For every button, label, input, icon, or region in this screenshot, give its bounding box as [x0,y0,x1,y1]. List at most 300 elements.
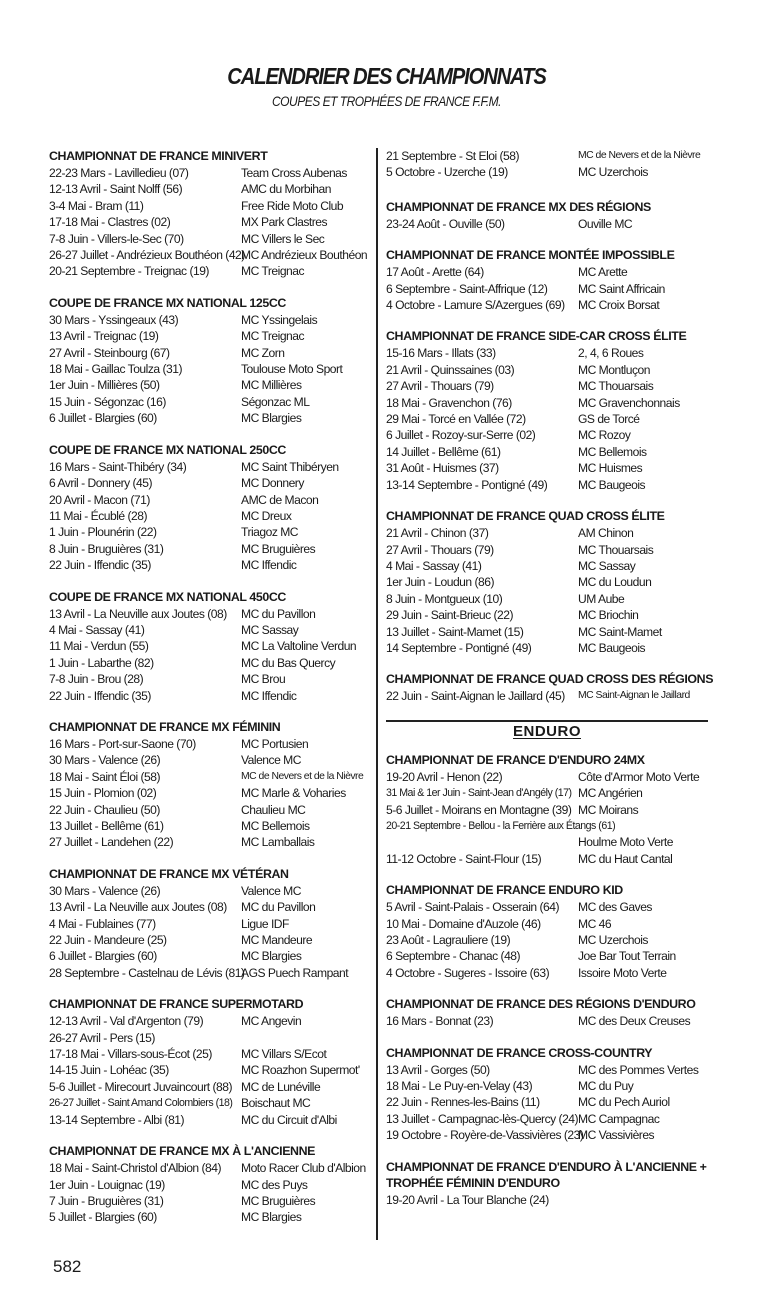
event-row [49,948,373,964]
event-date-location: 26-27 Juillet - Andrézieux Bouthéon (42) [49,248,245,263]
championship-section [386,247,708,313]
event-row [49,198,373,214]
event-club: Team Cross Aubenas [241,166,347,180]
event-row [49,916,373,932]
event-date-location: 16 Mars - Port-sur-Saone (70) [49,736,196,751]
championship-section [49,589,373,704]
event-date-location: 11-12 Octobre - Saint-Flour (15) [386,851,542,866]
event-date-location: 20 Avril - Macon (71) [49,492,150,507]
event-date-location: 21 Avril - Quinssaines (03) [386,362,515,377]
event-row [49,1079,373,1095]
event-date-location: 6 Avril - Donnery (45) [49,476,153,491]
section-title: COUPE DE FRANCE MX NATIONAL 250CC [49,442,286,457]
section-title: CHAMPIONNAT DE FRANCE D'ENDURO À L'ANCIENNE + TROPHÉE FÉMININ D'ENDURO [386,1159,707,1190]
page-header [0,62,773,110]
event-row [386,542,708,558]
event-club: MC Saint Affricain [578,281,665,296]
event-row [49,1112,373,1128]
event-row [386,624,708,640]
event-date-location: 6 Juillet - Blargies (60) [49,949,157,964]
event-club: MC du Loudun [578,575,652,590]
event-date-location: 18 Mai - Le Puy-en-Velay (43) [386,1079,533,1094]
event-date-location: 19-20 Avril - La Tour Blanche (24) [386,1192,549,1207]
event-club: MC Andrézieux Bouthéon [241,248,368,263]
championship-section [49,295,373,427]
event-row [386,1078,708,1094]
event-club: MX Park Clastres [241,215,328,230]
event-row [49,736,373,752]
event-club: Ouville MC [578,216,633,231]
section-title: CHAMPIONNAT DE FRANCE QUAD CROSS DES RÉGIONS [386,672,714,687]
event-date-location: 22 Juin - Iffendic (35) [49,558,151,573]
event-row [386,345,708,361]
event-date-location: 13 Avril - La Neuville aux Joutes (08) [49,900,227,915]
event-row [49,1095,373,1111]
event-row [386,785,708,801]
event-date-location: 13 Avril - Gorges (50) [386,1062,490,1077]
event-row [386,460,708,476]
event-club: Côte d'Armor Moto Verte [578,769,700,784]
event-club: MC Iffendic [241,558,297,573]
event-date-location [386,834,578,850]
event-club: 2, 4, 6 Roues [578,346,644,361]
event-row [49,932,373,948]
event-club: MC Baugeois [578,640,646,655]
section-title: CHAMPIONNAT DE FRANCE ENDURO KID [386,883,623,898]
event-row [386,395,708,411]
event-club: MC Uzerchois [578,933,648,947]
championship-section [386,752,708,867]
page-number: 582 [53,1257,82,1276]
event-club: Issoire Moto Verte [578,965,667,980]
event-club: Houlme Moto Verte [578,835,674,850]
championship-section [386,882,708,981]
event-row [49,834,373,850]
event-date-location: 17 Août - Arette (64) [386,265,484,280]
event-date-location: 6 Juillet - Rozoy-sur-Serre (02) [386,428,536,443]
event-club: MC Thouarsais [578,542,654,557]
event-club: MC Gravenchonnais [578,395,680,410]
event-row [386,1094,708,1110]
event-date-location: 1 Juin - Labarthe (82) [49,655,154,670]
event-club: AMC du Morbihan [241,182,331,197]
event-row [386,948,708,964]
event-club: MC Croix Borsat [578,298,660,313]
event-date-location: 27 Avril - Thouars (79) [386,542,494,557]
event-club: MC du Puy [578,1079,634,1094]
event-club: Joe Bar Tout Terrain [578,949,676,964]
event-row [49,638,373,654]
event-row [49,541,373,557]
event-row [386,264,708,280]
event-row [49,802,373,818]
event-club: Ligue IDF [241,916,289,931]
event-date-location: 5 Octobre - Uzerche (19) [386,165,508,180]
event-club: Boischaut MC [241,1096,311,1111]
championship-section [386,671,714,704]
event-club: MC Brou [241,672,286,687]
event-row [386,916,708,932]
event-club: MC Bruguières [241,1193,316,1208]
event-club: MC Saint-Mamet [578,624,662,639]
event-row [49,1013,373,1029]
event-row [49,459,373,475]
event-row [49,377,373,393]
championship-section [49,996,373,1128]
event-row [49,328,373,344]
event-date-location: 28 Septembre - Castelnau de Lévis (81) [49,965,245,980]
event-date-location: 19-20 Avril - Henon (22) [386,769,503,784]
event-row [386,591,708,607]
event-date-location: 13 Juillet - Saint-Mamet (15) [386,624,524,639]
event-row [49,769,373,785]
event-date-location: 27 Avril - Thouars (79) [386,379,494,394]
event-date-location: 7-8 Juin - Brou (28) [49,672,144,687]
event-row [49,899,373,915]
event-row [386,411,708,427]
enduro-banner [386,720,708,742]
event-date-location: 31 Août - Huismes (37) [386,461,499,476]
event-club: MC Lamballais [241,835,315,850]
championship-section [386,508,708,656]
event-row [386,851,708,867]
event-club: MC La Valtoline Verdun [241,639,357,654]
event-date-location: 22 Juin - Rennes-les-Bains (11) [386,1095,540,1110]
championship-section [49,866,373,981]
event-date-location: 18 Mai - Gaillac Toulza (31) [49,362,182,377]
event-date-location: 21 Avril - Chinon (37) [386,526,489,541]
event-club: MC Blargies [241,1210,302,1225]
championship-section [386,148,708,181]
event-date-location: 18 Mai - Gravenchon (76) [386,395,512,410]
event-date-location: 30 Mars - Yssingeaux (43) [49,312,179,327]
event-club: MC Campagnac [578,1111,660,1126]
event-row [386,640,708,656]
championship-section [49,148,373,280]
event-row [49,671,373,687]
right-top-sections [386,148,714,705]
event-club: MC Angevin [241,1014,302,1029]
event-club: MC des Deux Creuses [578,1014,691,1029]
section-title: CHAMPIONNAT DE FRANCE MX FÉMININ [49,719,281,734]
event-date-location: 6 Juillet - Blargies (60) [49,411,157,426]
event-row [49,410,373,426]
event-date-location: 5 Juillet - Blargies (60) [49,1210,157,1225]
event-date-location: 5-6 Juillet - Mirecourt Juvaincourt (88) [49,1079,232,1094]
event-club: MC Sassay [241,622,299,637]
event-club: Moto Racer Club d'Albion [241,1161,366,1176]
championship-section [386,199,708,232]
event-row [49,1046,373,1062]
event-row [49,752,373,768]
event-club: MC Portusien [241,736,309,751]
event-date-location: 22 Juin - Saint-Aignan le Jaillard (45) [386,689,565,704]
enduro-heading: ENDURO [512,722,581,740]
event-club: MC du Haut Cantal [578,851,673,866]
event-date-location: 5 Avril - Saint-Palais - Osserain (64) [386,900,559,915]
event-club: MC du Pavillon [241,606,316,621]
event-row [386,899,708,915]
event-date-location: 4 Octobre - Sugeres - Issoire (63) [386,965,550,980]
section-title: CHAMPIONNAT DE FRANCE CROSS-COUNTRY [386,1045,653,1060]
event-club: MC Zorn [241,345,285,360]
event-row [49,883,373,899]
championship-section [49,719,373,851]
event-club: Ségonzac ML [241,394,310,409]
section-title: CHAMPIONNAT DE FRANCE MINIVERT [49,149,268,163]
event-date-location: 17-18 Mai - Clastres (02) [49,215,171,230]
event-club: AMC de Macon [241,492,319,507]
event-row [49,1209,373,1225]
event-row [386,965,708,981]
event-row [386,1062,708,1078]
championship-section [49,442,373,574]
event-club: MC du Pavillon [241,900,316,915]
event-club: MC Saint Thibéryen [241,459,339,474]
event-date-location: 30 Mars - Valence (26) [49,753,161,768]
event-club: MC Blargies [241,411,302,426]
event-club: GS de Torcé [578,412,640,427]
event-row [49,1160,373,1176]
event-club: MC Bruguières [241,541,316,556]
right-column [386,148,714,1223]
event-date-location: 10 Mai - Domaine d'Auzole (46) [386,916,541,931]
event-date-location: 18 Mai - Saint Éloi (58) [49,769,161,784]
event-row [49,312,373,328]
event-club: MC Angérien [578,786,643,801]
event-date-location: 29 Juin - Saint-Brieuc (22) [386,608,513,623]
event-club: MC Villars S/Ecot [241,1047,327,1062]
section-title: CHAMPIONNAT DE FRANCE D'ENDURO 24MX [386,752,645,767]
event-club: Valence MC [241,753,301,768]
event-row [386,216,708,232]
event-club: AM Chinon [578,526,634,541]
event-club: UM Aube [578,591,625,606]
event-row [386,574,708,590]
event-date-location: 13 Avril - La Neuville aux Joutes (08) [49,606,227,621]
event-row [49,688,373,704]
event-club: MC Briochin [578,608,639,623]
event-date-location: 1 Juin - Plounérin (22) [49,525,157,540]
event-club: MC Donnery [241,476,304,491]
event-date-location: 22-23 Mars - Lavilledieu (07) [49,166,189,180]
event-row [386,444,708,460]
event-club: Toulouse Moto Sport [241,362,343,377]
event-club: MC de Nevers et de la Nièvre [241,770,364,782]
event-date-location: 20-21 Septembre - Treignac (19) [49,264,209,279]
event-date-location: 30 Mars - Valence (26) [49,883,161,898]
event-row [386,164,708,180]
event-club: MC du Circuit d'Albi [241,1112,337,1127]
event-row [386,769,708,785]
event-row [49,1030,373,1046]
championship-section [386,328,708,493]
section-title: CHAMPIONNAT DE FRANCE SUPERMOTARD [49,997,304,1012]
championship-section [49,1143,373,1226]
section-title: COUPE DE FRANCE MX NATIONAL 125CC [49,295,286,310]
event-date-location: 31 Mai & 1er Juin - Saint-Jean d'Angély (17) [386,787,572,800]
event-row [49,345,373,361]
event-date-location: 3-4 Mai - Bram (11) [49,198,144,213]
event-date-location: 6 Septembre - Saint-Affrique (12) [386,281,548,296]
event-row [49,524,373,540]
event-date-location: 29 Mai - Torcé en Vallée (72) [386,412,526,427]
event-row [386,932,708,948]
event-date-location: 7 Juin - Bruguières (31) [49,1193,164,1208]
event-date-location: 23 Août - Lagrauliere (19) [386,933,511,947]
event-row [49,1177,373,1193]
event-club [578,1192,708,1208]
event-row [386,818,708,834]
event-row [386,378,708,394]
section-title: CHAMPIONNAT DE FRANCE SIDE-CAR CROSS ÉLITE [386,329,687,344]
event-club: MC Millières [241,378,302,393]
event-club: MC Mandeure [241,933,313,948]
event-row [386,281,708,297]
event-row [386,1127,708,1143]
event-club: MC Huismes [578,461,643,476]
event-club: MC du Bas Quercy [241,655,336,670]
event-club: MC 46 [578,916,612,931]
event-row [49,1062,373,1078]
event-date-location: 27 Avril - Steinbourg (67) [49,345,170,360]
event-date-location: 19 Octobre - Royère-de-Vassivières (23) [386,1128,584,1143]
event-date-location: 16 Mars - Saint-Thibéry (34) [49,459,187,474]
event-date-location: 1er Juin - Loudun (86) [386,575,494,590]
event-club [241,1030,373,1046]
event-date-location: 8 Juin - Bruguières (31) [49,541,164,556]
event-club: MC Thouarsais [578,379,654,394]
enduro-sections [386,752,708,1208]
event-row [386,525,708,541]
event-club: MC Villers le Sec [241,231,325,246]
event-club: AGS Puech Rampant [241,965,349,980]
event-date-location: 23-24 Août - Ouville (50) [386,216,505,231]
event-row [49,492,373,508]
column-divider [376,148,378,1240]
event-row [386,297,708,313]
event-date-location: 15 Juin - Plomion (02) [49,786,157,801]
event-club: MC Baugeois [578,477,646,492]
event-date-location: 1er Juin - Louignac (19) [49,1177,165,1192]
page-title: CALENDRIER DES CHAMPIONNATS [227,63,546,89]
event-row [49,818,373,834]
section-title: CHAMPIONNAT DE FRANCE MX VÉTÉRAN [49,866,289,881]
event-row [386,1111,708,1127]
event-club: MC Arette [578,265,628,280]
event-club: MC Marle & Voharies [241,786,346,801]
event-row [49,622,373,638]
event-row [49,1193,373,1209]
section-title: CHAMPIONNAT DE FRANCE MX DES RÉGIONS [386,199,651,214]
event-row [49,965,373,981]
event-date-location: 7-8 Juin - Villers-le-Sec (70) [49,231,184,246]
event-row [49,508,373,524]
event-date-location: 11 Mai - Verdun (55) [49,639,149,654]
event-date-location: 12-13 Avril - Saint Nolff (56) [49,182,183,197]
event-row [386,148,708,164]
event-row [386,427,708,443]
event-club: MC Sassay [578,558,636,573]
event-club: MC Yssingelais [241,312,318,327]
event-club [615,818,708,834]
event-club: MC Bellemois [578,444,647,459]
event-row [49,247,373,263]
event-club: MC Rozoy [578,428,631,443]
event-club: MC Iffendic [241,688,297,703]
event-row [49,475,373,491]
event-row [49,214,373,230]
event-club: MC Saint-Aignan le Jaillard [578,690,690,702]
event-club: MC Dreux [241,508,292,523]
event-row [386,558,708,574]
event-club: MC des Pommes Vertes [578,1062,699,1077]
event-date-location: 18 Mai - Saint-Christol d'Albion (84) [49,1161,222,1176]
event-date-location: 13 Juillet - Bellême (61) [49,819,164,833]
event-date-location: 14 Septembre - Pontigné (49) [386,640,532,655]
event-row [49,181,373,197]
championship-section [386,1159,708,1208]
event-date-location: 26-27 Juillet - Saint Amand Colombiers (18) [49,1097,233,1110]
event-club: MC Vassivières [578,1128,655,1143]
section-title: CHAMPIONNAT DE FRANCE MONTÉE IMPOSSIBLE [386,248,675,263]
event-date-location: 20-21 Septembre - Bellou - la Ferrière aux Étangs (61) [386,819,616,832]
championship-section [386,996,708,1029]
page-subtitle: COUPES ET TROPHÉES DE FRANCE F.F.M. [271,93,502,109]
event-date-location: 15-16 Mars - Illats (33) [386,346,496,361]
event-club: Free Ride Moto Club [241,198,344,213]
event-date-location: 13 Juillet - Campagnac-lès-Quercy (24) [386,1111,579,1126]
event-date-location: 21 Septembre - St Eloi (58) [386,149,520,163]
event-date-location: 22 Juin - Iffendic (35) [49,688,151,703]
event-club: MC de Lunéville [241,1079,321,1094]
section-title: CHAMPIONNAT DE FRANCE MX À L'ANCIENNE [49,1144,316,1159]
event-row [386,362,708,378]
event-club: Chaulieu MC [241,802,306,817]
section-title: CHAMPIONNAT DE FRANCE QUAD CROSS ÉLITE [386,509,665,524]
event-club: MC Montluçon [578,362,650,377]
event-club: MC Blargies [241,949,302,964]
event-club: MC Uzerchois [578,165,648,180]
event-row [386,607,708,623]
event-row [49,361,373,377]
event-row [49,557,373,573]
event-date-location: 6 Septembre - Chanac (48) [386,949,521,964]
event-date-location: 14 Juillet - Bellême (61) [386,444,501,459]
event-row [49,394,373,410]
event-date-location: 22 Juin - Mandeure (25) [49,933,167,948]
event-row [386,477,708,493]
event-date-location: 4 Octobre - Lamure S/Azergues (69) [386,298,565,313]
event-date-location: 5-6 Juillet - Moirans en Montagne (39) [386,802,572,817]
event-club: MC Treignac [241,264,305,279]
championship-section [386,1045,708,1144]
event-club: MC du Pech Auriol [578,1095,670,1110]
section-title: COUPE DE FRANCE MX NATIONAL 450CC [49,589,286,604]
event-club: MC Bellemois [241,819,310,833]
event-row [49,785,373,801]
event-date-location: 11 Mai - Écublé (28) [49,508,147,523]
event-date-location: 15 Juin - Ségonzac (16) [49,394,166,409]
event-date-location: 13 Avril - Treignac (19) [49,329,159,344]
event-club: MC Moirans [578,802,639,817]
event-row [386,802,708,818]
event-row [386,834,708,850]
event-date-location: 4 Mai - Sassay (41) [386,558,482,573]
event-row [386,1013,708,1029]
event-club: Valence MC [241,883,301,898]
event-date-location: 4 Mai - Sassay (41) [49,622,145,637]
